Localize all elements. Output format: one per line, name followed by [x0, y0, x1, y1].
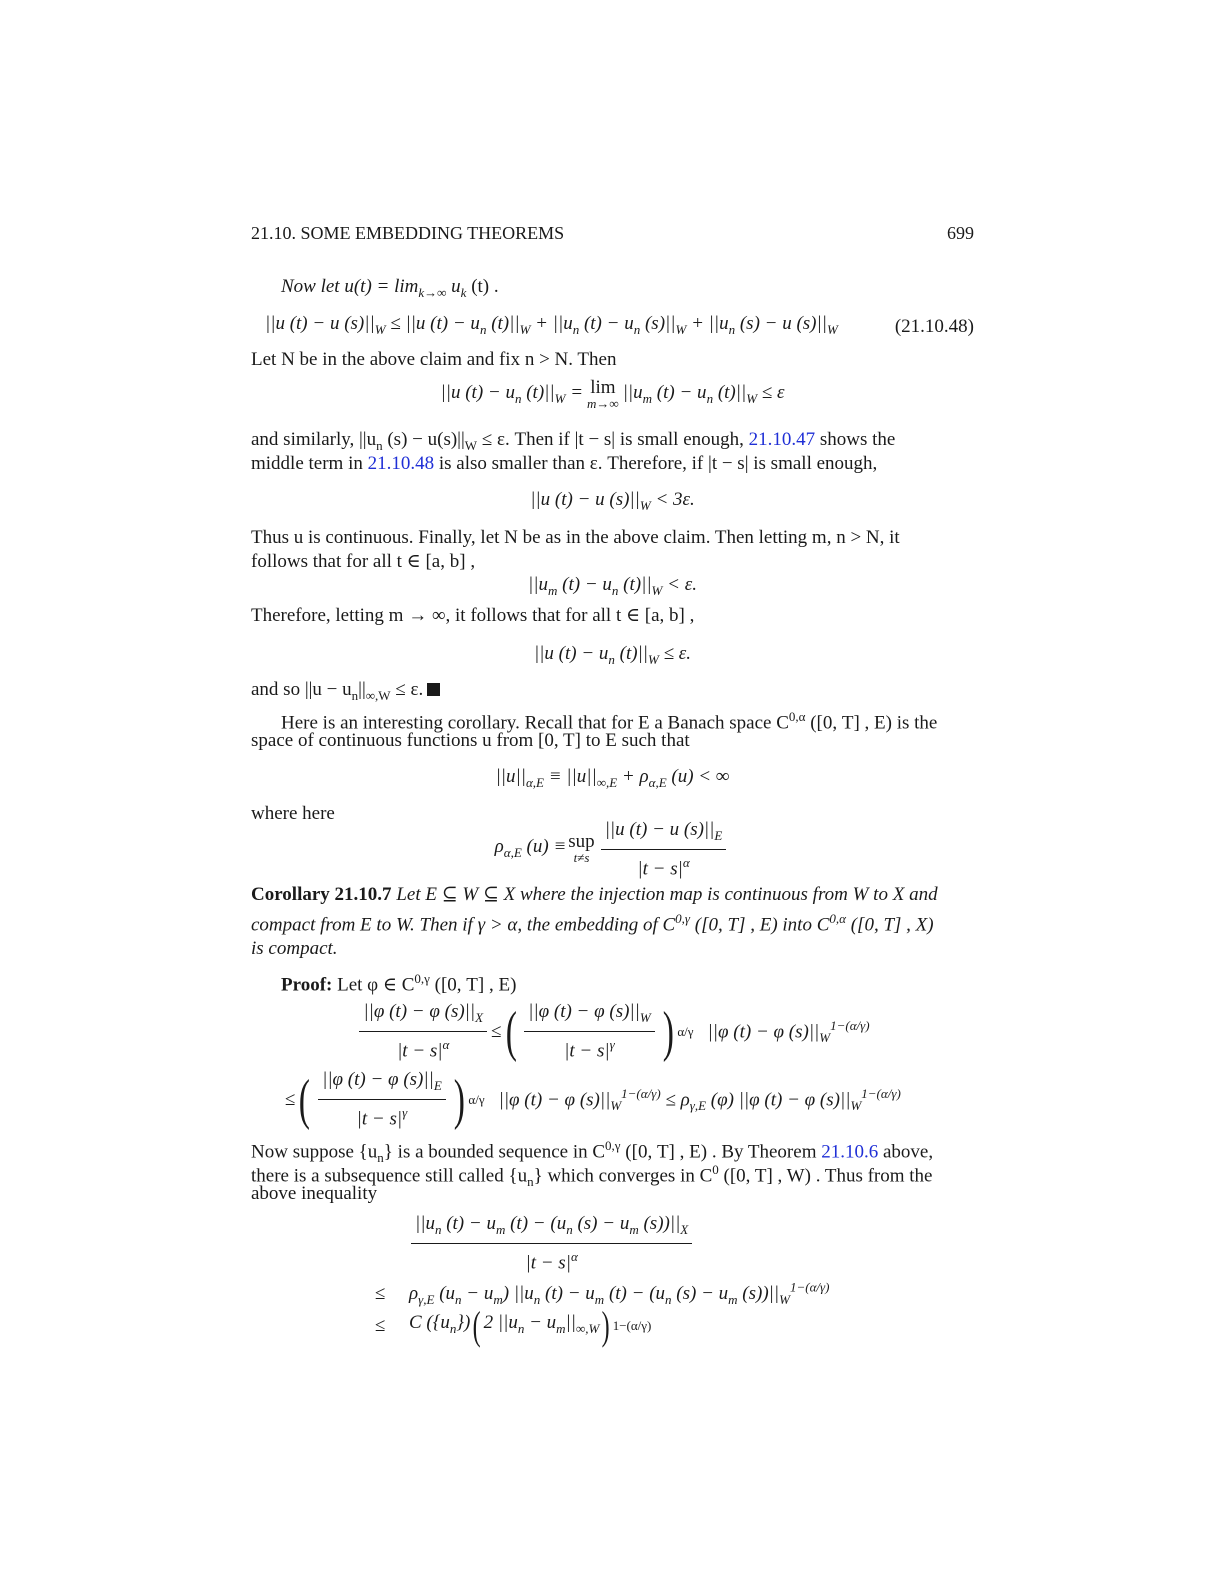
equation-um-un: $||u_m$ $(t) - u_n$ $(t)||_W < \varepsilon$. [528, 574, 697, 598]
section-title: 21.10. SOME EMBEDDING THEOREMS [251, 223, 565, 243]
paragraph-therefore-letting: Therefore, letting m → ∞, it follows that for all t ∈ [a, b] , [251, 605, 695, 626]
paragraph-here-is: Here is an interesting corollary. Recall that for E a Banach space $C^{0,\alpha}$ ([0, T] , E) is the [281, 709, 938, 734]
paragraph-and-so: and so $||u - u_n||_{\infty,W} \le \varepsilon$. [251, 678, 974, 708]
paragraph-and-similarly: and similarly, $||u_n$ $(s) - u(s)||_W \le \varepsilon$. Then if |t − s| is small enough, 21.10.47 shows the [251, 429, 896, 453]
corollary-label: Corollary 21.10.7 [251, 884, 392, 905]
paragraph-thus-u: Thus u is continuous. Finally, let N be as in the above claim. Then letting m, n > N, it [251, 527, 900, 548]
equation-final-1: $\frac{||u_n (t) - u_m (t) - (u_n (s) - u_m (s))||_X}{|t - s|^\alpha}$ [411, 1212, 974, 1275]
ref-link-theorem-21-10-6[interactable]: 21.10.6 [821, 1141, 879, 1163]
equation-final-2: ≤ $\rho_{\gamma,E}$ $(u_n - u_m)$ $||u_n$ $(t) - u_m$ $(t) - (u_n$ $(s) - u_m$ $(s))||_W^{1-(\alpha/\gamma)}$ [375, 1280, 830, 1308]
paragraph-space-of: space of continuous functions u from [0, T] to E such that [251, 730, 690, 751]
paragraph-there-is: there is a subsequence still called $\{u_n\}$ which converges in $C^0$ ([0, T] , W) . Thus from the [251, 1162, 933, 1190]
paragraph-middle-term: middle term in 21.10.48 is also smaller than ε. Therefore, if |t − s| is small enough, [251, 453, 878, 474]
corollary-21-10-7: Corollary 21.10.7 Let E ⊆ W ⊆ X where the injection map is continuous from W to X and compact from E to W. Then if γ > α, the embedding of $C^{0,\gamma}$ ([0, T] , E) into $C^{0,\alpha}$ ([0, T] , X) is compact. [251, 884, 938, 960]
equation-holder-norm: $||u||_{\alpha,E} \equiv ||u||_{\infty,E} + \rho_{\alpha,E}$ (u) < ∞ [495, 766, 730, 790]
paragraph-above-ineq: above inequality [251, 1183, 378, 1204]
ref-link-21-10-48[interactable]: 21.10.48 [367, 453, 435, 474]
paragraph-let-n: Let N be in the above claim and fix n > N. Then [251, 349, 617, 370]
equation-interp-1: $\frac{||\varphi (t) - \varphi (s)||_X}{|t - s|^\alpha}$ ≤ ( $\frac{||\varphi (t) - \varphi (s)||_W}{|t - s|^\gamma}$ ) α/γ ||φ (t) − φ $(s)||_W^{1-(\alpha/\gamma)}$ [251, 1000, 974, 1063]
equation-final-3: ≤ C $(\{u_n\})$ ( 2 $||u_n - u_m||_{\infty,W}$ ) 1−(α/γ) [375, 1303, 652, 1348]
equation-u-un: ||u $(t) - u_n$ $(t)||_W \le \varepsilon$. [533, 643, 692, 667]
equation-3eps: ||u (t) − u $(s)||_W < 3\varepsilon$. [530, 489, 695, 513]
qed-square-icon [427, 683, 440, 696]
paragraph-now-suppose: Now suppose $\{u_n\}$ is a bounded sequence in $C^{0,\gamma}$ ([0, T] , E) . By Theorem 21.10.6 above, [251, 1138, 934, 1166]
paragraph-now-let: Now let $u(t) = \lim_{k\to\infty} u_k$ (t) . [281, 276, 499, 300]
equation-21-10-48: ||u (t) − u $(s)||_W \le ||u$ $(t) - u_n$ $(t)||_W + ||u_n$ $(t) - u_n$ $(s)||_W + ||u_n$ (s) − u $(s)||_W$ (21.10.48) [265, 313, 974, 337]
equation-rho: $\rho_{\alpha,E}$ (u) ≡ sup t≠s $\frac{||u (t) - u (s)||_E}{|t - s|^\alpha}$ [251, 818, 974, 881]
page [251, 0, 974, 1584]
proof-label: Proof: [281, 974, 333, 996]
equation-number: (21.10.48) [894, 315, 974, 337]
ref-link-21-10-47[interactable]: 21.10.47 [748, 429, 816, 450]
page-number: 699 [947, 223, 974, 243]
paragraph-where-here: where here [251, 803, 335, 824]
proof-start: Proof: Let φ ∈ $C^{0,\gamma}$ ([0, T] , E) [281, 971, 517, 996]
running-header [251, 221, 974, 245]
paragraph-follows: follows that for all t ∈ [a, b] , [251, 551, 476, 572]
equation-limit: ||u $(t) - u_n$ $(t)||_W$ = lim m→∞ $||u_m$ $(t) - u_n$ $(t)||_W \le \varepsilon$ [440, 377, 785, 411]
equation-interp-2: ≤ ( $\frac{||\varphi (t) - \varphi (s)||_E}{|t - s|^\gamma}$ ) α/γ ||φ (t) − φ $(s)||_W^{1-(\alpha/\gamma)} \le \rho_{\gamma,E}$ (φ) ||φ (t) − φ $(s)||_W^{1-(\alpha/\gamma)}$ [285, 1068, 901, 1131]
